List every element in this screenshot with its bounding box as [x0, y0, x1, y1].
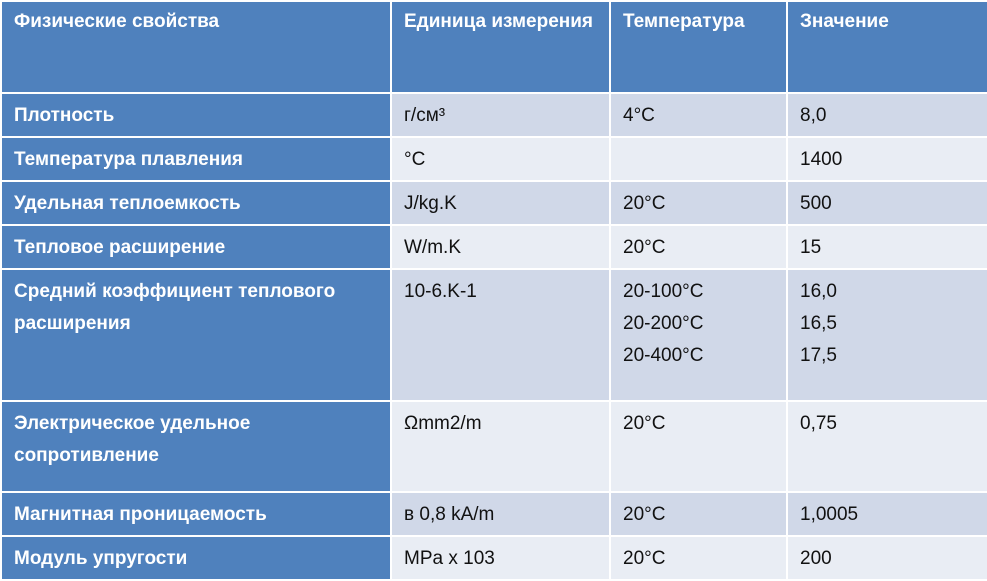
- property-cell: Средний коэффициент теплового расширения: [1, 269, 391, 401]
- temperature-line: 20-100°C: [623, 281, 704, 302]
- value-line: 16,0: [800, 281, 837, 302]
- value-cell: [787, 181, 987, 225]
- temperature-line: 4°C: [623, 105, 655, 126]
- property-cell: Тепловое расширение: [1, 225, 391, 269]
- header-value: Значение: [787, 1, 987, 93]
- unit-cell: Ωmm2/m: [391, 401, 610, 492]
- temperature-line: 20°C: [623, 237, 666, 258]
- table-row: [1, 492, 987, 536]
- table-row: [1, 401, 987, 492]
- unit-cell: J/kg.K: [391, 181, 610, 225]
- value-line: 1,0005: [800, 504, 859, 525]
- table-row: [1, 536, 987, 580]
- temperature-cell: [610, 93, 787, 137]
- temperature-line: 20-200°C: [623, 313, 704, 334]
- value-cell: [787, 225, 987, 269]
- header-property: Физические свойства: [1, 1, 391, 93]
- temperature-line: 20°C: [623, 548, 666, 569]
- value-cell: [787, 93, 987, 137]
- value-line: 200: [800, 548, 832, 569]
- temperature-line: 20°C: [623, 193, 666, 214]
- temperature-cell: [610, 269, 787, 401]
- value-line: 1400: [800, 149, 843, 170]
- property-cell: Плотность: [1, 93, 391, 137]
- table-row: [1, 93, 987, 137]
- header-temperature: Температура: [610, 1, 787, 93]
- unit-cell: г/см³: [391, 93, 610, 137]
- temperature-cell: [610, 181, 787, 225]
- temperature-line: 20°C: [623, 413, 666, 434]
- value-cell: [787, 401, 987, 492]
- table-row: [1, 137, 987, 181]
- temperature-cell: [610, 137, 787, 181]
- value-line: 15: [800, 237, 822, 258]
- temperature-line: 20°C: [623, 504, 666, 525]
- header-unit: Единица измерения: [391, 1, 610, 93]
- temperature-cell: [610, 401, 787, 492]
- property-cell: Электрическое удельное сопротивление: [1, 401, 391, 492]
- value-line: 500: [800, 193, 832, 214]
- table-row: [1, 269, 987, 401]
- value-line: 0,75: [800, 413, 837, 434]
- property-cell: Температура плавления: [1, 137, 391, 181]
- table-row: [1, 181, 987, 225]
- value-cell: [787, 269, 987, 401]
- temperature-cell: [610, 536, 787, 580]
- value-cell: [787, 137, 987, 181]
- unit-cell: 10-6.K-1: [391, 269, 610, 401]
- property-cell: Модуль упругости: [1, 536, 391, 580]
- property-cell: Магнитная проницаемость: [1, 492, 391, 536]
- temperature-line: 20-400°C: [623, 345, 704, 366]
- value-cell: [787, 492, 987, 536]
- table-row: [1, 225, 987, 269]
- table-header-row: [1, 1, 987, 93]
- value-line: 16,5: [800, 313, 837, 334]
- unit-cell: °C: [391, 137, 610, 181]
- value-cell: [787, 536, 987, 580]
- value-line: 8,0: [800, 105, 827, 126]
- temperature-cell: [610, 492, 787, 536]
- temperature-cell: [610, 225, 787, 269]
- value-line: 17,5: [800, 345, 837, 366]
- property-cell: Удельная теплоемкость: [1, 181, 391, 225]
- unit-cell: W/m.K: [391, 225, 610, 269]
- unit-cell: MPa x 103: [391, 536, 610, 580]
- unit-cell: в 0,8 kA/m: [391, 492, 610, 536]
